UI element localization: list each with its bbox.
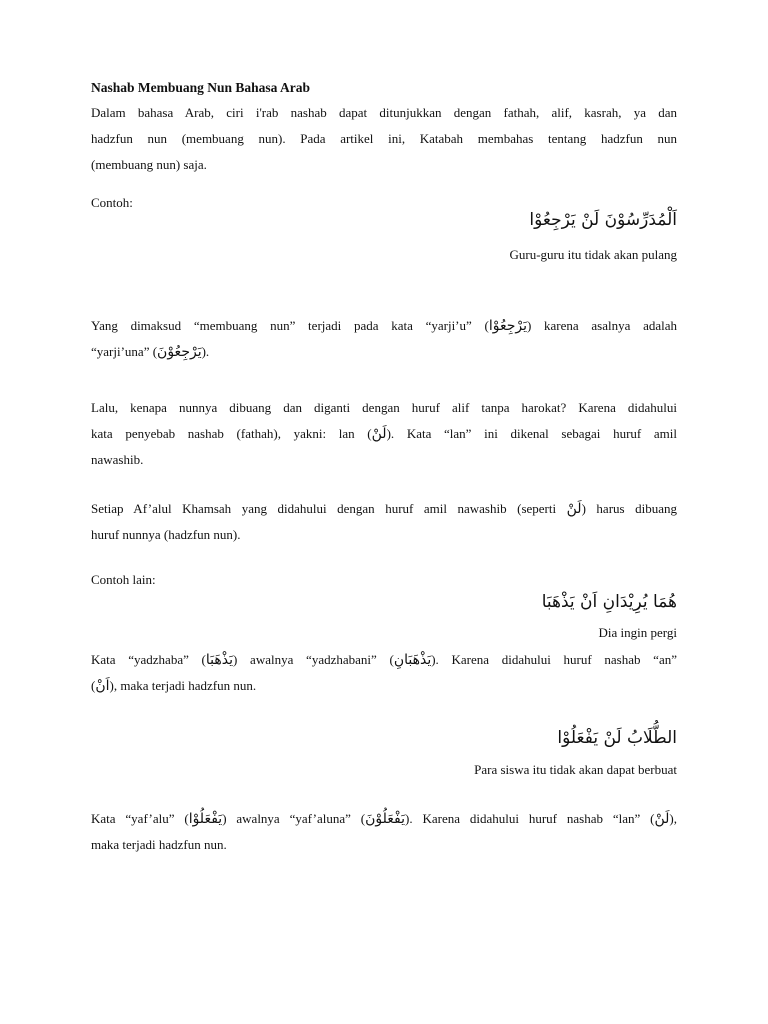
p4-line-1: Setiap Af’alul Khamsah yang didahului dengan huruf amil nawashib (seperti لَنْ) harus dibuang (91, 501, 677, 517)
intro-line-3: (membuang nun) saja. (91, 157, 207, 172)
p2-line-2: “yarji’una” (يَرْجِعُوْنَ). (91, 344, 210, 360)
p6-line-2: maka terjadi hadzfun nun. (91, 837, 227, 852)
intro-line-2: hadzfun nun (membuang nun). Pada artikel ini, Katabah membahas tentang hadzfun nun (91, 131, 677, 146)
article-title: Nashab Membuang Nun Bahasa Arab (91, 80, 311, 95)
arabic-word-yadzhaba: يَذْهَبَا (205, 652, 234, 668)
example-2-arabic: هُمَا يُرِيْدَانِ اَنْ يَذْهَبَا (541, 592, 677, 612)
arabic-word-an: اَنْ (95, 678, 110, 694)
contoh-lain-label: Contoh lain: (91, 572, 156, 587)
example-1-arabic: اَلْمُدَرِّسُوْنَ لَنْ يَرْجِعُوْا (529, 210, 677, 230)
intro-paragraph (91, 100, 677, 178)
arabic-word-yafaluna: يَفْعَلُوْنَ (365, 811, 406, 827)
contoh-label: Contoh: (91, 195, 133, 210)
p3-line-2: kata penyebab nashab (fathah), yakni: lan (لَنْ). Kata “lan” ini dikenal sebagai huruf amil (91, 426, 677, 442)
example-1-translation: Guru-guru itu tidak akan pulang (509, 247, 677, 262)
arabic-word-yarjiu: يَرْجِعُوْا (488, 318, 527, 334)
arabic-word-yarjiuna: يَرْجِعُوْنَ (157, 344, 202, 360)
arabic-word-lan-2: لَنْ (566, 501, 582, 517)
p2-line-1: Yang dimaksud “membuang nun” terjadi pada kata “yarji’u” (يَرْجِعُوْا) karena asalnya adalah (91, 318, 677, 334)
arabic-word-yafalu: يَفْعَلُوْا (188, 811, 223, 827)
paragraph-lalu (91, 395, 677, 473)
paragraph-setiap (91, 496, 677, 548)
arabic-word-lan: لَنْ (371, 426, 387, 442)
p6-line-1: Kata “yaf’alu” (يَفْعَلُوْا) awalnya “yaf’aluna” (يَفْعَلُوْنَ). Karena didahului huruf nashab “lan” (لَنْ), (91, 811, 678, 827)
example-3-translation: Para siswa itu tidak akan dapat berbuat (474, 762, 677, 777)
p3-line-1: Lalu, kenapa nunnya dibuang dan diganti dengan huruf alif tanpa harokat? Karena didahului (91, 400, 677, 415)
arabic-word-lan-3: لَنْ (654, 811, 670, 827)
paragraph-membuang-nun (91, 313, 677, 365)
intro-line-1: Dalam bahasa Arab, ciri i'rab nashab dapat ditunjukkan dengan fathah, alif, kasrah, ya dan (91, 105, 677, 120)
p5-line-2: (اَنْ), maka terjadi hadzfun nun. (91, 678, 257, 694)
p4-line-2: huruf nunnya (hadzfun nun). (91, 527, 241, 542)
p3-line-3: nawashib. (91, 452, 144, 467)
example-3-arabic: الطُّلَابُ لَنْ يَفْعَلُوْا (557, 728, 677, 748)
p5-line-1: Kata “yadzhaba” (يَذْهَبَا) awalnya “yadzhabani” (يَذْهَبَانِ). Karena didahului huruf nashab “an” (91, 652, 677, 668)
paragraph-yafalu (91, 806, 677, 858)
paragraph-yadzhaba (91, 647, 677, 699)
example-2-translation: Dia ingin pergi (598, 625, 677, 640)
arabic-word-yadzhabani: يَذْهَبَانِ (393, 652, 432, 668)
